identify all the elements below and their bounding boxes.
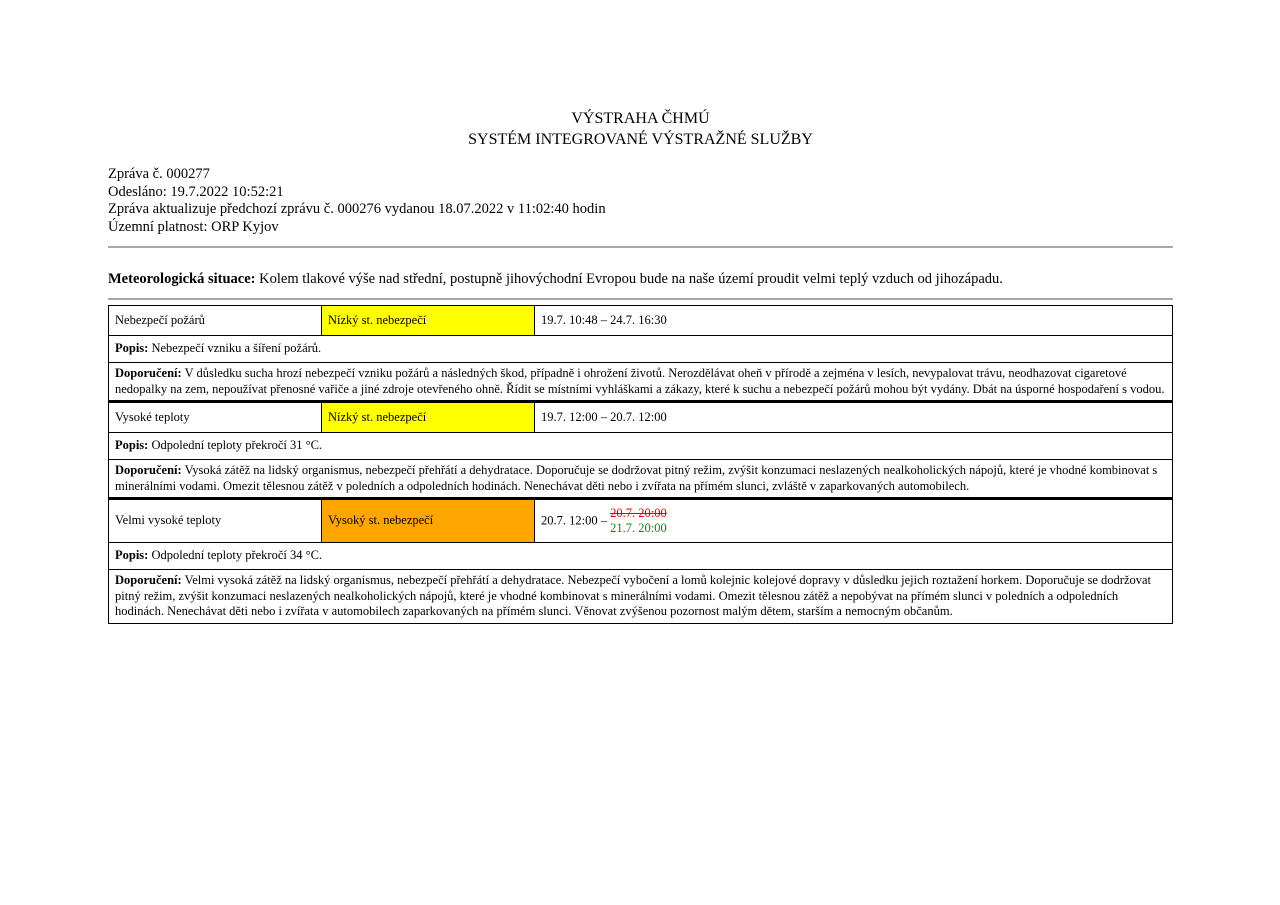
description-label: Popis: xyxy=(115,548,149,563)
description-cell xyxy=(109,336,1173,363)
phenomenon-cell: Vysoké teploty xyxy=(109,402,322,433)
description-label: Popis: xyxy=(115,438,149,453)
recommendation-text: V důsledku sucha hrozí nebezpečí vzniku požárů a následných škod, případně i ohrožení životů. Nerozdělávat oheň v přírodě a zejména v lesích, nevypalovat trávu, neodhazovat cigaretové nedopalky na zem, nepoužívat přenosné vařiče a jiné zdroje otevřeného ohně. Řídit se místními vyhláškami a zákazy, které k suchu a nebezpečí požárů mohou být vydány. Dbát na úsporné hospodaření s vodou. xyxy=(115,366,1165,396)
title-line-2: SYSTÉM INTEGROVANÉ VÝSTRAŽNÉ SLUŽBY xyxy=(468,131,813,148)
recommendation-cell xyxy=(109,460,1173,499)
phenomenon-cell: Velmi vysoké teploty xyxy=(109,499,322,543)
recommendation-text: Vysoká zátěž na lidský organismus, nebezpečí přehřátí a dehydratace. Doporučuje se dodržovat pitný režim, zvýšit konzumaci neslazených nealkoholických nápojů, které je vhodné kombinovat s minerálními vodami. Omezit tělesnou zátěž v poledních a odpoledních hodinách. Nenechávat děti nebo i zvířata na přímém slunci, zvláště v zaparkovaných automobilech. xyxy=(115,463,1158,493)
phenomenon-cell: Nebezpečí požárů xyxy=(109,306,322,336)
description-cell xyxy=(109,433,1173,460)
warning-description-row xyxy=(109,336,1173,363)
territory: Územní platnost: ORP Kyjov xyxy=(108,218,279,235)
message-meta xyxy=(108,166,1173,236)
validity-start: 20.7. 12:00 – xyxy=(541,512,607,527)
description-text: Odpolední teploty překročí 31 °C. xyxy=(148,438,323,453)
warning-header-row xyxy=(109,306,1173,336)
situation-label: Meteorologická situace: xyxy=(108,271,256,287)
validity-old-end: 20.7. 20:00 xyxy=(610,505,667,520)
divider xyxy=(108,246,1173,248)
document-title xyxy=(108,108,1173,150)
situation-text: Kolem tlakové výše nad střední, postupně jihovýchodní Evropou bude na naše území proudit velmi teplý vzduch od jihozápadu. xyxy=(255,271,1003,287)
warning-header-row xyxy=(109,402,1173,433)
description-text: Odpolední teploty překročí 34 °C. xyxy=(148,548,323,563)
recommendation-label: Doporučení: xyxy=(115,573,182,587)
level-badge: Vysoký st. nebezpečí xyxy=(322,499,535,543)
warning-header-row xyxy=(109,499,1173,543)
validity-end xyxy=(610,506,667,537)
meteorological-situation xyxy=(108,271,1173,288)
description-cell xyxy=(109,543,1173,570)
divider xyxy=(108,298,1173,300)
warning-description-row xyxy=(109,433,1173,460)
recommendation-label: Doporučení: xyxy=(115,463,182,477)
description-text: Nebezpečí vzniku a šíření požárů. xyxy=(148,341,322,356)
warning-recommendation-row xyxy=(109,460,1173,499)
message-number: Zpráva č. 000277 xyxy=(108,166,210,182)
level-badge: Nízký st. nebezpečí xyxy=(322,402,535,433)
recommendation-cell xyxy=(109,570,1173,624)
level-badge: Nízký st. nebezpečí xyxy=(322,306,535,336)
warning-recommendation-row xyxy=(109,363,1173,402)
sent-timestamp: Odesláno: 19.7.2022 10:52:21 xyxy=(108,183,284,200)
warnings-table xyxy=(108,305,1173,624)
warning-description-row xyxy=(109,543,1173,570)
update-note: Zpráva aktualizuje předchozí zprávu č. 000276 vydanou 18.07.2022 v 11:02:40 hodin xyxy=(108,201,606,217)
warning-recommendation-row xyxy=(109,570,1173,624)
recommendation-label: Doporučení: xyxy=(115,366,182,380)
validity-new-end: 21.7. 20:00 xyxy=(610,521,667,535)
validity-cell xyxy=(535,499,1173,543)
title-line-1: VÝSTRAHA ČHMÚ xyxy=(571,110,710,127)
description-label: Popis: xyxy=(115,341,149,356)
recommendation-text: Velmi vysoká zátěž na lidský organismus, nebezpečí přehřátí a dehydratace. Nebezpečí vybočení a lomů kolejnic kolejové dopravy v důsledku jejich roztažení horkem. Doporučuje se dodržovat pitný režim, zvýšit konzumaci neslazených nealkoholických nápojů, které je vhodné kombinovat s minerálními vodami. Omezit tělesnou zátěž a nepobývat na přímém slunci v poledních a odpoledních hodinách. Nenechávat děti nebo i zvířata v automobilech zaparkovaných na přímém slunci. Věnovat zvýšenou pozornost malým dětem, starším a nemocným občanům. xyxy=(115,573,1152,618)
recommendation-cell xyxy=(109,363,1173,402)
validity-cell: 19.7. 10:48 – 24.7. 16:30 xyxy=(535,306,1173,336)
validity-cell: 19.7. 12:00 – 20.7. 12:00 xyxy=(535,402,1173,433)
